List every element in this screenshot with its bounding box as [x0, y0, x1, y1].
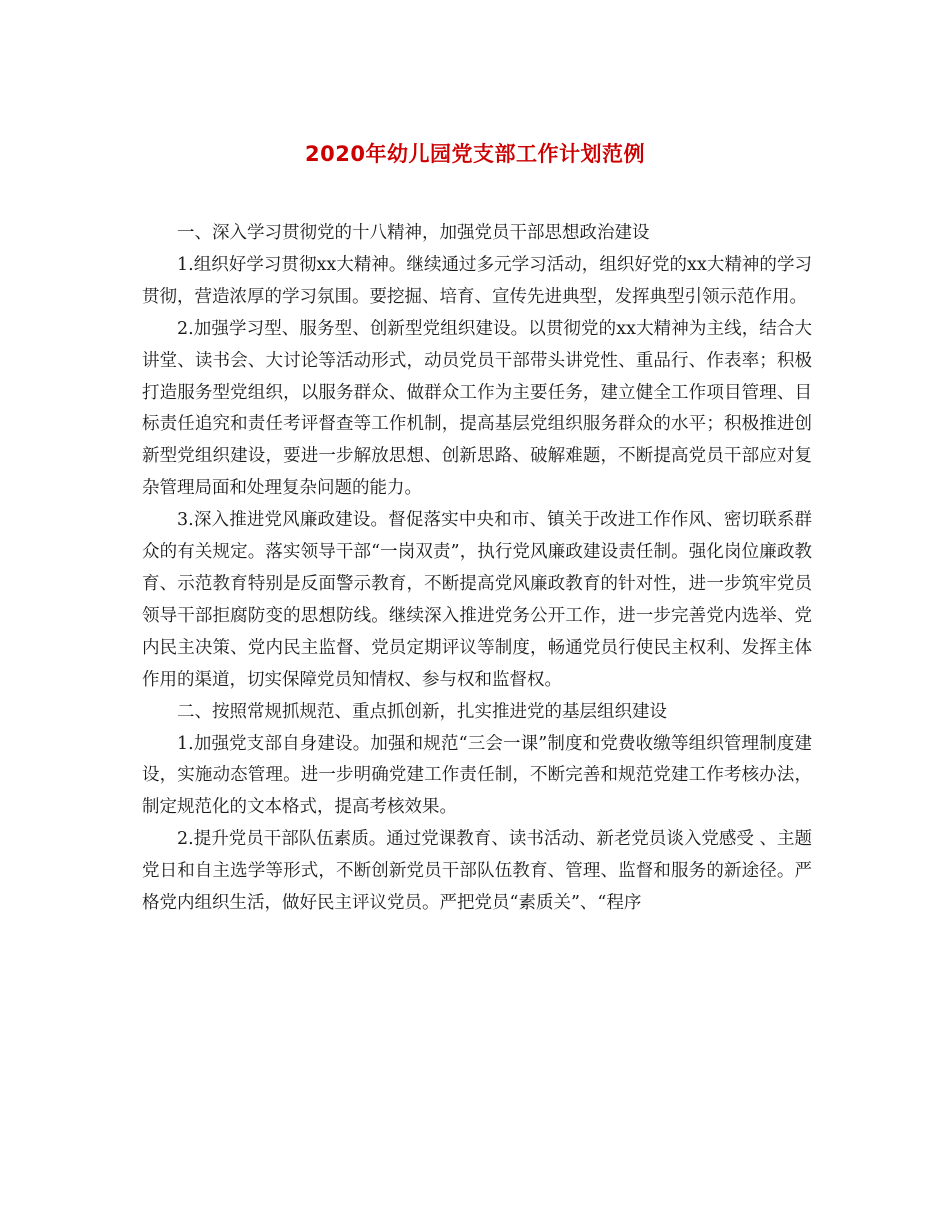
- paragraph: 1.组织好学习贯彻xx大精神。继续通过多元学习活动，组织好党的xx大精神的学习贯彻，营造浓厚的学习氛围。要挖掘、培育、宣传先进典型，发挥典型引领示范作用。: [142, 254, 812, 307]
- section-heading: 二、按照常规抓规范、重点抓创新，扎实推进党的基层组织建设: [177, 701, 667, 722]
- document-title: 2020年幼儿园党支部工作计划范例: [305, 142, 645, 166]
- section-heading: 一、深入学习贯彻党的十八精神，加强党员干部思想政治建设: [177, 223, 650, 243]
- document-body: [142, 218, 812, 920]
- paragraph: 3.深入推进党风廉政建设。督促落实中央和市、镇关于改进工作作风、密切联系群众的有关规定。落实领导干部“一岗双责”，执行党风廉政建设责任制。强化岗位廉政教育、示范教育特别是反面警示教育，不断提高党风廉政教育的针对性，进一步筑牢党员领导干部拒腐防变的思想防线。继续深入推进党务公开工作，进一步完善党内选举、党内民主决策、党内民主监督、党员定期评议等制度，畅通党员行使民主权利、发挥主体作用的渠道，切实保障党员知情权、参与权和监督权。: [142, 510, 812, 690]
- paragraph: 1.加强党支部自身建设。加强和规范“三会一课”制度和党费收缴等组织管理制度建设，实施动态管理。进一步明确党建工作责任制，不断完善和规范党建工作考核办法，制定规范化的文本格式，提高考核效果。: [142, 733, 812, 818]
- paragraph: 2.加强学习型、服务型、创新型党组织建设。以贯彻党的xx大精神为主线，结合大讲堂、读书会、大讨论等活动形式，动员党员干部带头讲党性、重品行、作表率；积极打造服务型党组织，以服务群众、做群众工作为主要任务，建立健全工作项目管理、目标责任追究和责任考评督查等工作机制，提高基层党组织服务群众的水平；积极推进创新型党组织建设，要进一步解放思想、创新思路、破解难题，不断提高党员干部应对复杂管理局面和处理复杂问题的能力。: [142, 318, 812, 499]
- paragraph: 2.提升党员干部队伍素质。通过党课教育、读书活动、新老党员谈入党感受 、主题党日和自主选学等形式，不断创新党员干部队伍教育、管理、监督和服务的新途径。严格党内组织生活，做好民主评议党员。严把党员“素质关”、“程序: [142, 829, 812, 914]
